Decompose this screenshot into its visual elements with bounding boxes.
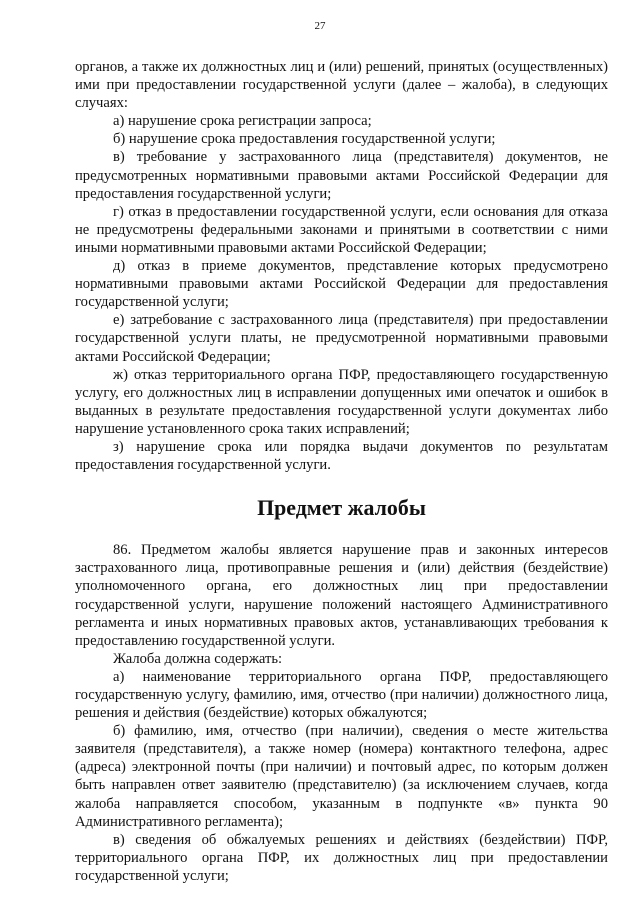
intro-paragraph: органов, а также их должностных лиц и (или) решений, принятых (осуществленных) ими при предоставлении государственной услуги (далее – жалоба), в следующих случаях: xyxy=(75,59,608,112)
case-item-v: в) требование у застрахованного лица (представителя) документов, не предусмотренных нормативными правовыми актами Российской Федерации для предоставления государственной услуги; xyxy=(75,149,608,202)
case-item-zh: ж) отказ территориального органа ПФР, предоставляющего государственную услугу, его должностных лиц в исправлении допущенных ими опечаток и ошибок в выданных в результате предоставления государственной услуги документах либо нарушение установленного срока таких исправлений; xyxy=(75,366,608,437)
section-title: Предмет жалобы xyxy=(257,495,426,521)
contents-intro: Жалоба должна содержать: xyxy=(113,650,283,667)
case-item-e: е) затребование с застрахованного лица (представителя) при предоставлении государственной услуги платы, не предусмотренной нормативными правовыми актами Российской Федерации; xyxy=(75,312,608,365)
case-item-a: а) нарушение срока регистрации запроса; xyxy=(113,113,372,130)
case-item-z: з) нарушение срока или порядка выдачи документов по результатам предоставления государственной услуги. xyxy=(75,438,608,474)
case-item-b: б) нарушение срока предоставления государственной услуги; xyxy=(113,131,496,148)
case-item-d: д) отказ в приеме документов, представление которых предусмотрено нормативными правовыми актами Российской Федерации для предоставления государственной услуги; xyxy=(75,258,608,311)
page-content xyxy=(75,58,608,885)
contents-item-a: а) наименование территориального органа ПФР, предоставляющего государственную услугу, фамилию, имя, отчество (при наличии) должностного лица, решения и действия (бездействие) которых обжалуются; xyxy=(75,668,608,722)
contents-item-v: в) сведения об обжалуемых решениях и действиях (бездействии) ПФР, территориального органа ПФР, их должностных лиц при предоставлении государственной услуги; xyxy=(75,831,608,884)
page-number: 27 xyxy=(314,20,326,32)
contents-item-b: б) фамилию, имя, отчество (при наличии), сведения о месте жительства заявителя (представителя), а также номер (номера) контактного телефона, адрес (адреса) электронной почты (при наличии) и почтовый адрес, по которым должен быть направлен ответ заявителю (представителю) (за исключением случаев, когда жалоба направляется способом, указанным в подпункте «в» пункта 90 Административного регламента); xyxy=(75,723,608,830)
case-item-g: г) отказ в предоставлении государственной услуги, если основания для отказа не предусмотрены федеральными законами и принятыми в соответствии с ними иными нормативными правовыми актами Российской Федерации; xyxy=(75,203,608,256)
paragraph-86: 86. Предметом жалобы является нарушение прав и законных интересов застрахованного лица, противоправные решения и (или) действия (бездействие) уполномоченного органа, его должностных лиц при предоставлении государственной услуги, нарушение положений настоящего Административного регламента и иных нормативных правовых актов, устанавливающих требования к предоставлению государственной услуги. xyxy=(75,542,608,649)
